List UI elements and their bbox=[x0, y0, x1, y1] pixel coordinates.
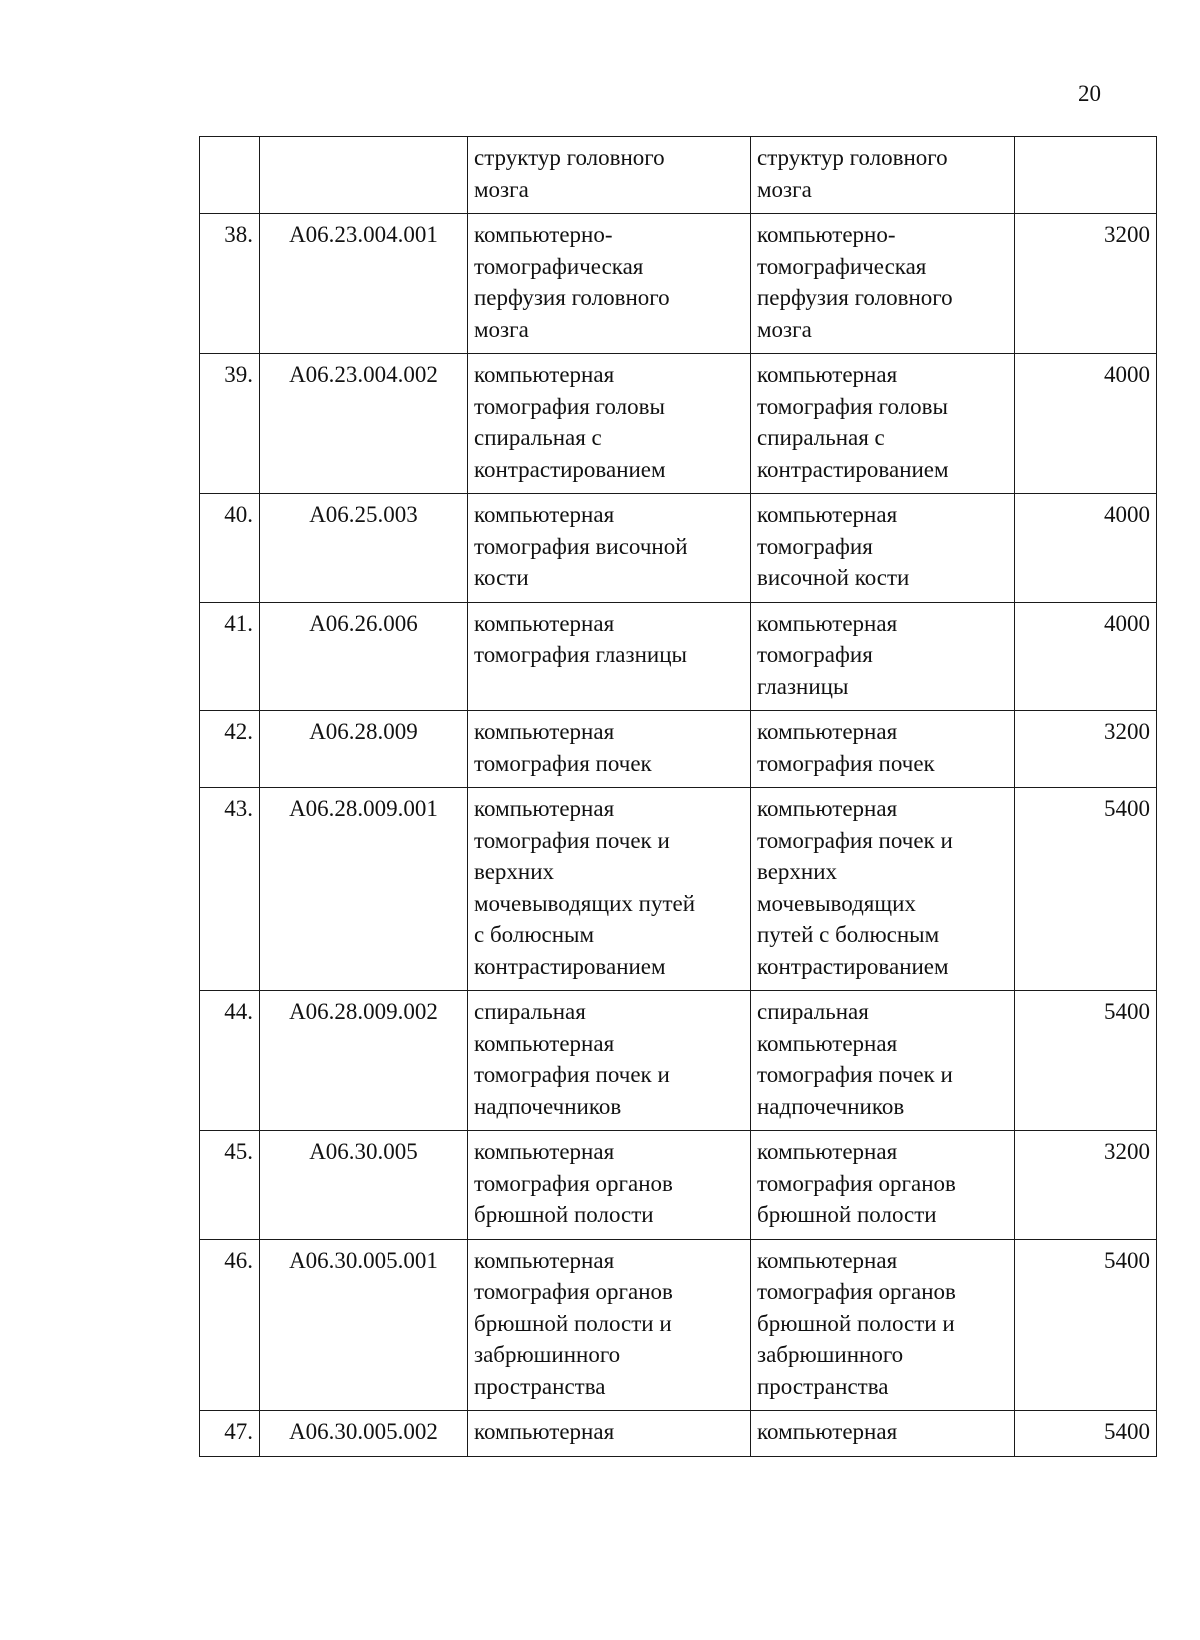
service-price: 5400 bbox=[1015, 788, 1157, 991]
service-name-alt: структур головного мозга bbox=[751, 137, 1015, 214]
service-code: A06.26.006 bbox=[260, 602, 468, 711]
service-price: 3200 bbox=[1015, 1131, 1157, 1240]
service-price: 5400 bbox=[1015, 1411, 1157, 1457]
service-name: структур головного мозга bbox=[468, 137, 751, 214]
service-name-alt: компьютерная томография височной кости bbox=[751, 494, 1015, 603]
service-name-alt: компьютерная томография почек и верхних мочевыводящих путей с болюсным контрастированием bbox=[751, 788, 1015, 991]
table-row bbox=[200, 1131, 1157, 1240]
service-name-alt: компьютерная томография глазницы bbox=[751, 602, 1015, 711]
row-number: 46. bbox=[200, 1239, 260, 1411]
table-row bbox=[200, 788, 1157, 991]
service-name-alt: компьютерная bbox=[751, 1411, 1015, 1457]
service-name-alt: компьютерная томография почек bbox=[751, 711, 1015, 788]
row-number: 40. bbox=[200, 494, 260, 603]
row-number: 39. bbox=[200, 354, 260, 494]
service-price: 3200 bbox=[1015, 711, 1157, 788]
service-code: A06.30.005 bbox=[260, 1131, 468, 1240]
row-number: 44. bbox=[200, 991, 260, 1131]
service-price: 4000 bbox=[1015, 602, 1157, 711]
table-row bbox=[200, 602, 1157, 711]
service-code: A06.30.005.001 bbox=[260, 1239, 468, 1411]
service-code: A06.28.009.002 bbox=[260, 991, 468, 1131]
service-price: 3200 bbox=[1015, 214, 1157, 354]
service-name: компьютерная томография органов брюшной полости bbox=[468, 1131, 751, 1240]
row-number: 41. bbox=[200, 602, 260, 711]
service-name: компьютерная bbox=[468, 1411, 751, 1457]
service-name: компьютерная томография органов брюшной полости и забрюшинного пространства bbox=[468, 1239, 751, 1411]
row-number: 43. bbox=[200, 788, 260, 991]
service-price bbox=[1015, 137, 1157, 214]
table-row bbox=[200, 991, 1157, 1131]
service-name: компьютерная томография головы спиральная с контрастированием bbox=[468, 354, 751, 494]
service-name: компьютерная томография височной кости bbox=[468, 494, 751, 603]
table-row bbox=[200, 494, 1157, 603]
service-name: компьютерная томография почек bbox=[468, 711, 751, 788]
row-number bbox=[200, 137, 260, 214]
table-row bbox=[200, 354, 1157, 494]
table-row bbox=[200, 1239, 1157, 1411]
table-row bbox=[200, 711, 1157, 788]
service-name: компьютерная томография глазницы bbox=[468, 602, 751, 711]
service-code: A06.23.004.002 bbox=[260, 354, 468, 494]
row-number: 45. bbox=[200, 1131, 260, 1240]
service-code: A06.23.004.001 bbox=[260, 214, 468, 354]
service-code: A06.30.005.002 bbox=[260, 1411, 468, 1457]
service-price: 5400 bbox=[1015, 1239, 1157, 1411]
service-name-alt: компьютерная томография головы спиральная с контрастированием bbox=[751, 354, 1015, 494]
page-number: 20 bbox=[1078, 81, 1101, 106]
table-row bbox=[200, 1411, 1157, 1457]
service-price: 4000 bbox=[1015, 354, 1157, 494]
service-name: компьютерная томография почек и верхних мочевыводящих путей с болюсным контрастированием bbox=[468, 788, 751, 991]
service-name: спиральная компьютерная томография почек и надпочечников bbox=[468, 991, 751, 1131]
service-name-alt: спиральная компьютерная томография почек и надпочечников bbox=[751, 991, 1015, 1131]
table-row bbox=[200, 214, 1157, 354]
service-code: A06.25.003 bbox=[260, 494, 468, 603]
service-code bbox=[260, 137, 468, 214]
service-name-alt: компьютерно- томографическая перфузия головного мозга bbox=[751, 214, 1015, 354]
service-name-alt: компьютерная томография органов брюшной полости и забрюшинного пространства bbox=[751, 1239, 1015, 1411]
row-number: 42. bbox=[200, 711, 260, 788]
price-table bbox=[199, 136, 1157, 1457]
service-name: компьютерно- томографическая перфузия головного мозга bbox=[468, 214, 751, 354]
service-code: A06.28.009 bbox=[260, 711, 468, 788]
service-code: A06.28.009.001 bbox=[260, 788, 468, 991]
service-price: 4000 bbox=[1015, 494, 1157, 603]
table-row bbox=[200, 137, 1157, 214]
row-number: 38. bbox=[200, 214, 260, 354]
row-number: 47. bbox=[200, 1411, 260, 1457]
service-name-alt: компьютерная томография органов брюшной полости bbox=[751, 1131, 1015, 1240]
service-price: 5400 bbox=[1015, 991, 1157, 1131]
